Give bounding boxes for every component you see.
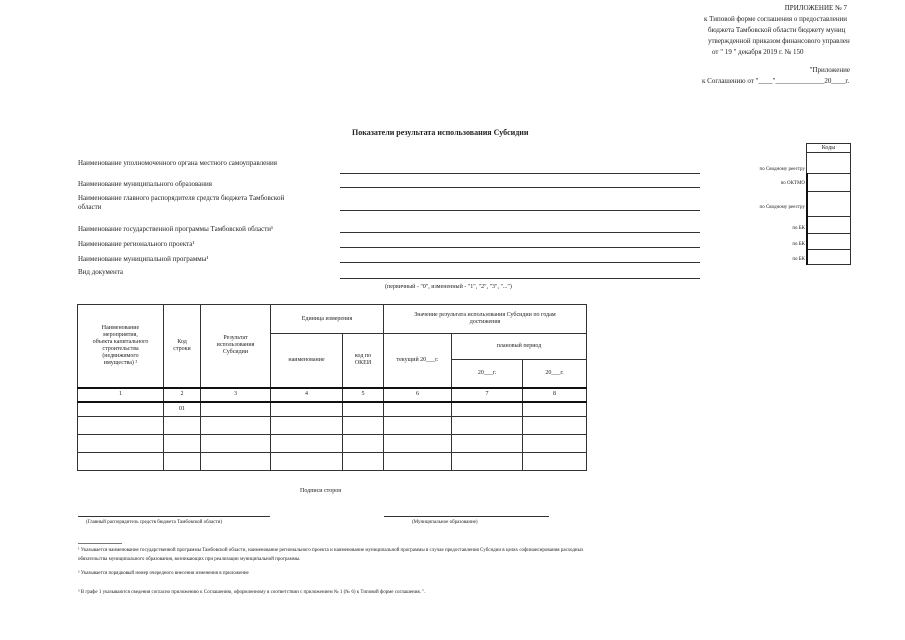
fill-line [340,210,700,211]
appendix-line: к Типовой форме соглашения о предоставлении [704,15,848,23]
field-label: Наименование уполномоченного органа местного самоуправления [78,159,277,167]
codes-header: Коды [821,145,836,151]
signatures-title: Подписи сторон [300,488,342,494]
fill-line [340,187,700,188]
field-label: Наименование муниципального образования [78,180,212,188]
code-label: по Сводному реестру [759,205,805,210]
footnote-separator [78,543,122,544]
header-event: Наименование мероприятия, объекта капитального строительства (недвижимого имущества) ² [78,305,164,388]
code-label: по Сводному реестру [759,167,805,172]
field-label: Наименование главного распорядителя средств бюджета Тамбовской [78,194,285,202]
fill-line [340,232,700,233]
appendix-title: ПРИЛОЖЕНИЕ № 7 [784,4,847,12]
column-number: 4 [271,388,343,402]
column-number: 2 [164,388,201,402]
field-label: Вид документа [78,268,124,276]
footnote-1: ¹ Указывается наименование государственной программы Тамбовской области, наименование регионального проекта и наименование муниципальной программы в случае предоставления Субсидии в целях софинансирования расходных [78,548,584,553]
signature-caption-left: (Главный распорядитель средств бюджета Тамбовской области) [86,520,222,525]
field-label: Наименование регионального проекта¹ [78,240,195,248]
footnote-3: ³ В графе 1 указываются сведения согласно приложению к Соглашению, оформленному в соответствии с приложением № 1 (№ 6) к Типовой форме соглашения. ". [78,590,426,595]
row-code: 01 [164,402,201,417]
header-year-1: 20___г. [452,360,523,388]
footnote-2: ² Указывается порядковый номер очередного внесения изменения в приложение [78,571,249,576]
column-number: 6 [384,388,452,402]
table-row [78,402,587,417]
signature-line-left [78,516,270,517]
header-values: Значение результата использования Субсидии по годам достижения [384,305,587,334]
header-result: Результат использования Субсидии [201,305,271,388]
header-planned-period: плановый период [452,334,587,360]
field-label: Наименование государственной программы Тамбовской области¹ [78,225,274,233]
doc-type-note: (первичный - "0", измененный - "1", "2", "3", "...") [385,284,512,290]
field-label: Наименование муниципальной программы¹ [78,255,209,263]
code-label: по БК [792,226,805,231]
footnote-1-cont: обязательства муниципального образования, возникающих при реализации муниципальной программы. [78,557,301,562]
header-okei: код по ОКЕИ [343,334,384,388]
table-row [78,453,587,471]
header-row-code: Код строки [164,305,201,388]
header-unit: Единица измерения [271,305,384,334]
fill-line [340,278,700,279]
appendix-sub: "Приложение [809,66,850,74]
header-unit-name: наименование [271,334,343,388]
appendix-line: от " 19 " декабря 2019 г. № 150 [712,48,804,56]
column-number: 7 [452,388,523,402]
column-number: 8 [523,388,587,402]
column-number: 5 [343,388,384,402]
table-row [78,417,587,435]
signature-line-right [384,516,549,517]
fill-line [340,247,700,248]
fill-line [340,262,700,263]
column-number: 3 [201,388,271,402]
code-label: по БК [792,242,805,247]
document-title: Показатели результата использования Субсидии [352,128,529,137]
column-number: 1 [78,388,164,402]
code-label: по ОКТМО [780,181,805,186]
signature-caption-right: (Муниципальное образование) [412,520,478,525]
agreement-line: к Соглашению от "____"______________20____г. [702,77,850,85]
appendix-line: утвержденной приказом финансового управлен [708,37,850,45]
results-table [77,304,587,471]
codes-box [806,143,851,265]
table-row [78,435,587,453]
header-year-2: 20___г. [523,360,587,388]
code-label: по БК [792,257,805,262]
header-current-year: текущий 20___г. [384,334,452,388]
fill-line [340,173,700,174]
field-label: области [78,203,102,211]
appendix-line: бюджета Тамбовской области бюджету муниц [708,26,846,34]
